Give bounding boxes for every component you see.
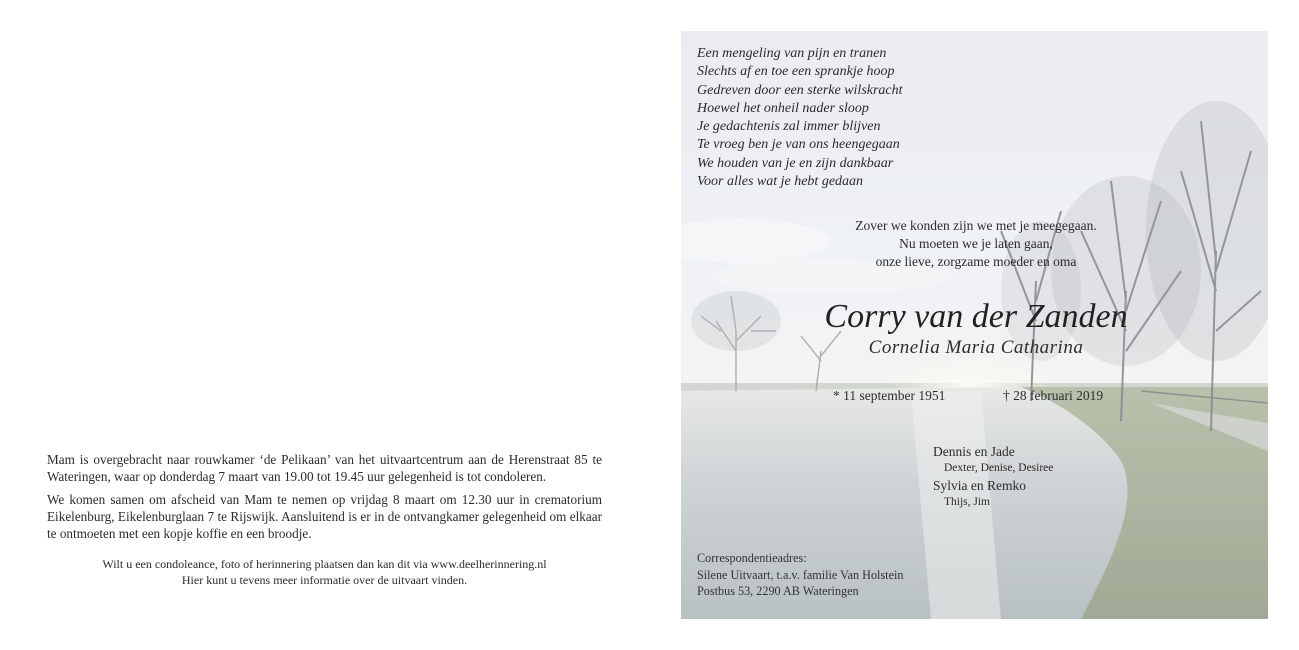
ceremony-paragraph: We komen samen om afscheid van Mam te nemen op vrijdag 8 maart om 12.30 uur in crematorium Eikelenburg, Eikelenburglaan 7 te Rijswijk. Aansluitend is er in de ontvangkamer gelegenheid om elkaar te ontmoeten met een kopje koffie en een broodje.: [47, 492, 602, 541]
condolence-line: Hier kunt u tevens meer informatie over de uitvaart vinden.: [181, 573, 468, 587]
poem-line: Hoewel het onheil nader sloop: [697, 100, 869, 116]
address-line: Silene Uitvaart, t.a.v. familie Van Holstein: [697, 567, 904, 582]
family-children: Thijs, Jim: [944, 496, 991, 508]
correspondence-address: [697, 550, 903, 600]
poem-line: Slechts af en toe een sprankje hoop: [697, 64, 895, 80]
verse-line: Zover we konden zijn we met je meegegaan.: [855, 218, 1097, 233]
verse-line: onze lieve, zorgzame moeder en oma: [875, 254, 1077, 269]
poem-line: Gedreven door een sterke wilskracht: [697, 82, 903, 98]
address-line: Correspondentieadres:: [697, 551, 807, 565]
poem: [697, 45, 903, 191]
poem-line: We houden van je en zijn dankbaar: [697, 155, 894, 171]
viewing-paragraph: Mam is overgebracht naar rouwkamer ‘de Pelikaan’ van het uitvaartcentrum aan de Herenstraat 85 te Wateringen, waar op donderdag 7 maart van 19.00 tot 19.45 uur gelegenheid is tot condoleren.: [47, 452, 602, 484]
family-names: Dennis en Jade: [933, 444, 1015, 459]
family-names: Sylvia en Remko: [933, 478, 1026, 493]
farewell-verse: [811, 217, 1141, 271]
family-list: [933, 443, 1053, 511]
condolence-line: Wilt u een condoleance, foto of herinnering plaatsen dan kan dit via www.deelherinnering.nl: [102, 557, 547, 571]
verse-line: Nu moeten we je laten gaan,: [899, 236, 1053, 251]
memorial-card: [681, 31, 1268, 619]
poem-line: Voor alles wat je hebt gedaan: [697, 174, 864, 190]
condolence-notice: [47, 556, 602, 588]
poem-line: Je gedachtenis zal immer blijven: [697, 119, 881, 135]
deceased-name: Corry van der Zanden: [824, 298, 1128, 335]
death-date: † 28 februari 2019: [1003, 388, 1104, 403]
family-children: Dexter, Denise, Desiree: [944, 462, 1054, 474]
poem-line: Een mengeling van pijn en tranen: [697, 46, 887, 61]
poem-line: Te vroeg ben je van ons heengegaan: [697, 137, 900, 153]
deceased-full-name: Cornelia Maria Catharina: [868, 337, 1084, 358]
left-panel: [47, 451, 602, 588]
birth-date: * 11 september 1951: [833, 388, 946, 403]
address-line: Postbus 53, 2290 AB Wateringen: [697, 584, 859, 598]
